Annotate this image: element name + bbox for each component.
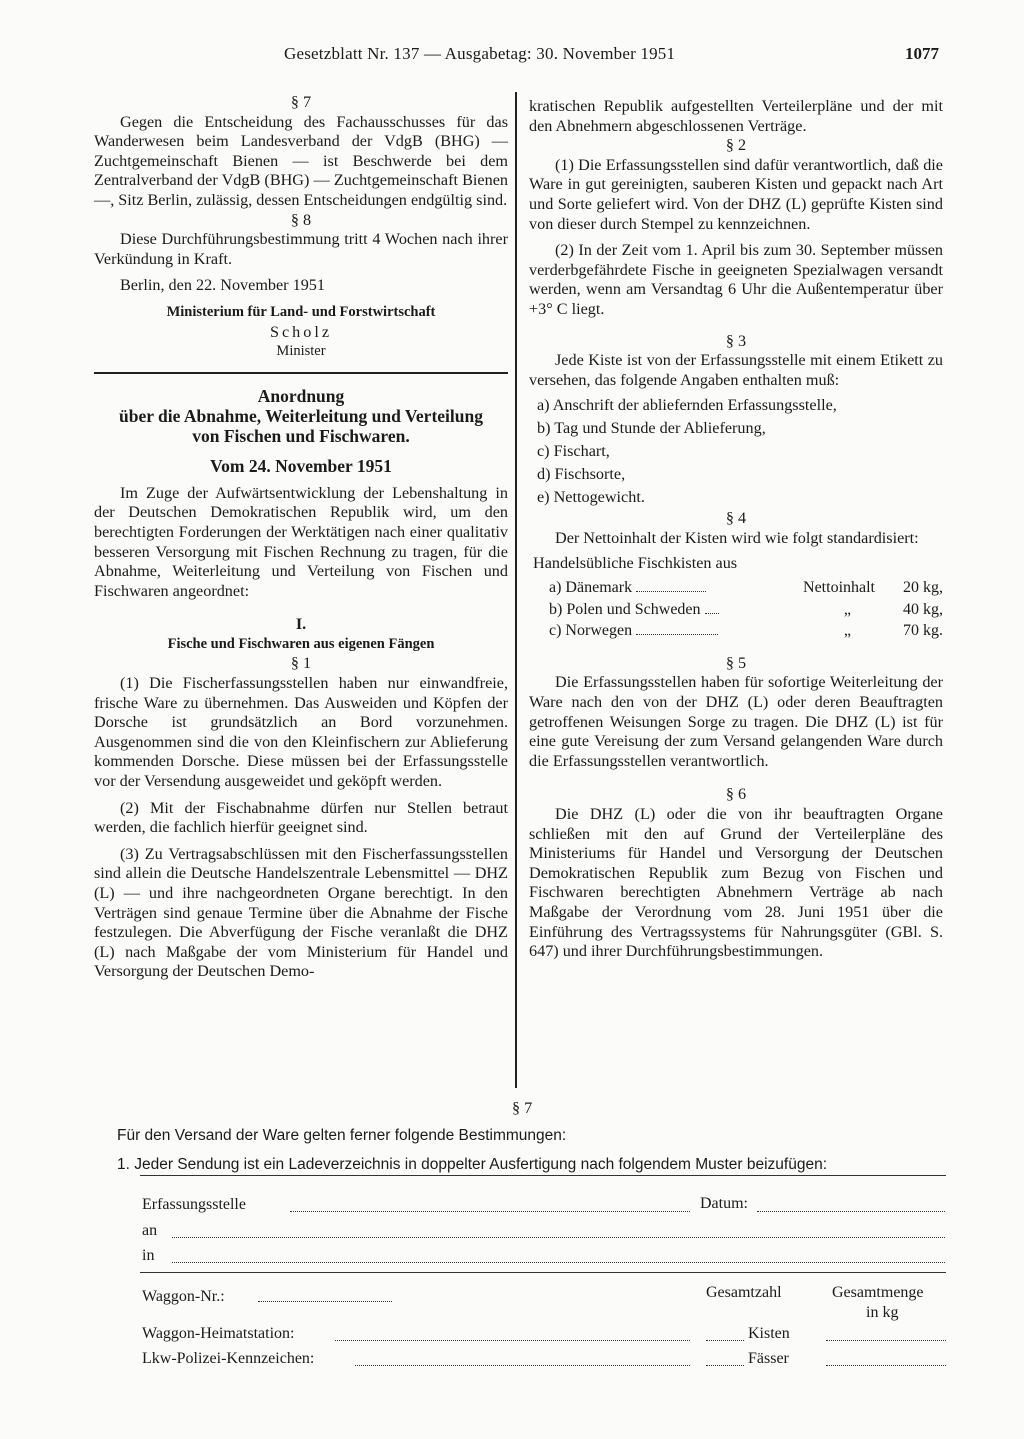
label-item: c) Fischart,: [537, 442, 610, 461]
preamble: Im Zuge der Aufwärtsentwicklung der Lebenshaltung in der Deutschen Demokratischen Republik wird, um den berechtigten Forderungen der Werktätigen nach einer qualitativ besseren Versorgung mit Fischen Rechnung zu tragen, für die Abnahme, Weiterleitung und Verteilung von Fischen und Fischwaren angeordnet:: [94, 483, 508, 600]
label-item: d) Fischsorte,: [537, 465, 626, 484]
page-number: 1077: [905, 44, 939, 63]
continued-text: kratischen Republik aufgestellten Verteilerpläne und der mit den Abnehmern abgeschlossenen Verträge.: [529, 97, 943, 135]
row-value: 40 kg,: [903, 600, 943, 618]
form-mid-rule: [140, 1272, 946, 1273]
title-line-2: über die Abnahme, Weiterleitung und Verteilung: [119, 405, 483, 426]
section-1-para-1: (1) Die Fischerfassungsstellen haben nur einwandfreie, frische Ware zu übernehmen. Das Ausweiden und Köpfen der Dorsche ist grundsätzlich an Bord vorzunehmen. Ausgenommen sind die von den Kleinfischern zur Ablieferung kommenden Dorsche. Diese müssen bei der Erfassungsstelle vor der Versendung ausgeweidet und geköpft werden.: [94, 674, 508, 791]
lkw-field[interactable]: [355, 1365, 690, 1366]
row-label: „: [843, 622, 851, 640]
gesamtzahl-header: Gesamtzahl: [706, 1284, 782, 1301]
an-field[interactable]: [172, 1237, 945, 1238]
in-field[interactable]: [172, 1262, 945, 1263]
heimatstation-label: Waggon-Heimatstation:: [142, 1325, 295, 1342]
section-4-heading: § 4: [725, 509, 747, 528]
erfassungsstelle-label: Erfassungsstelle: [142, 1196, 246, 1213]
kisten-label: Kisten: [748, 1325, 790, 1342]
section-5-text: Die Erfassungsstellen haben für sofortige Weiterleitung der Ware nach den von der DHZ (L) oder deren Beauftragten getroffenen Weisungen Sorge zu tragen. Die DHZ (L) ist für eine gute Vereisung der zum Versand gelangenden Ware durch die Erfassungsstellen verantwortlich.: [529, 673, 943, 770]
section-3-heading: § 3: [725, 331, 747, 350]
box-capacity-table: [529, 577, 943, 642]
bottom-item-1: 1. Jeder Sendung ist ein Ladeverzeichnis in doppelter Ausfertigung nach folgendem Muster beizufügen:: [117, 1156, 828, 1173]
faesser-count-field[interactable]: [706, 1365, 744, 1366]
waggon-nr-field[interactable]: [258, 1301, 392, 1302]
bottom-section-7-heading: § 7: [512, 1099, 533, 1117]
ministry: Ministerium für Land- und Forstwirtschaft: [166, 303, 436, 320]
datum-label: Datum:: [700, 1195, 748, 1212]
section-6-heading: § 6: [725, 785, 747, 804]
faesser-label: Fässer: [748, 1350, 789, 1367]
separator-rule: [94, 372, 508, 374]
label-item: b) Tag und Stunde der Ablieferung,: [537, 419, 766, 438]
datum-field[interactable]: [757, 1211, 945, 1212]
an-label: an: [142, 1222, 158, 1239]
place-date: Berlin, den 22. November 1951: [120, 276, 325, 295]
waggon-nr-label: Waggon-Nr.:: [142, 1288, 225, 1305]
heimatstation-field[interactable]: [335, 1340, 690, 1341]
part-title: Fische und Fischwaren aus eigenen Fängen: [167, 635, 435, 652]
signer-title: Minister: [276, 343, 326, 360]
in-kg-header: in kg: [866, 1304, 899, 1321]
label-item: e) Nettogewicht.: [537, 488, 645, 507]
right-column: [529, 97, 943, 962]
section-6-text: Die DHZ (L) oder die von ihr beauftragten Organe schließen mit den auf Grund der Verteilerpläne des Ministeriums für Handel und Versorgung der Deutschen Demokratischen Republik zum Bezug von Fischen und Fischwaren berechtigten Abnehmern Verträge ab nach Maßgabe der Verordnung vom 28. Juni 1951 über die Einführung des Vertragssystems für Nahrungsgüter (GBl. S. 647) und ihrer Durchführungsbestimmungen.: [529, 805, 943, 961]
section-1-heading: § 1: [290, 654, 312, 673]
section-4-text: Der Nettoinhalt der Kisten wird wie folgt standardisiert:: [555, 528, 919, 547]
label-item: a) Anschrift der abliefernden Erfassungsstelle,: [537, 396, 837, 415]
section-1-para-2: (2) Mit der Fischabnahme dürfen nur Stellen betraut werden, die fachlich hierfür geeignet sind.: [94, 798, 508, 837]
section-8-text: Diese Durchführungsbestimmung tritt 4 Wochen nach ihrer Verkündung in Kraft.: [94, 230, 508, 268]
title-line-1: Anordnung: [257, 385, 345, 406]
section-1-para-3: (3) Zu Vertragsabschlüssen mit den Fischerfassungsstellen sind allein die Deutsche Handelszentrale Lebensmittel — DHZ (L) — und ihre nachgeordneten Organe berechtigt. In den Verträgen sind genaue Termine über die Abnahme der Fische festzulegen. Die Abverfügung der Fische veranlaßt die DHZ (L) nach Maßgabe der vom Ministerium für Handel und Versorgung der Deutschen Demo-: [94, 844, 508, 981]
section-4-subhead: Handelsübliche Fischkisten aus: [533, 553, 738, 572]
row-label: „: [843, 600, 851, 618]
running-head: Gesetzblatt Nr. 137 — Ausgabetag: 30. November 1951: [284, 44, 676, 63]
section-3-text: Jede Kiste ist von der Erfassungsstelle mit einem Etikett zu versehen, das folgende Angaben enthalten muß:: [529, 351, 943, 389]
kisten-weight-field[interactable]: [826, 1340, 946, 1341]
table-row: [529, 599, 943, 621]
origin: a) Dänemark: [549, 579, 633, 597]
erfassungsstelle-field[interactable]: [290, 1211, 690, 1212]
decree-date: Vom 24. November 1951: [210, 455, 392, 476]
row-label: Nettoinhalt: [803, 579, 875, 597]
origin: b) Polen und Schweden: [549, 600, 701, 618]
bottom-intro: Für den Versand der Ware gelten ferner folgende Bestimmungen:: [117, 1127, 567, 1144]
section-2-para-2: (2) In der Zeit vom 1. April bis zum 30. September müssen verderbgefährdete Fische in geeigneten Spezialwagen versandt werden, wenn am Versandtag 6 Uhr die Außentemperatur über +3° C liegt.: [529, 241, 943, 318]
column-divider: [515, 92, 517, 1088]
section-2-heading: § 2: [725, 136, 747, 155]
in-label: in: [142, 1247, 155, 1264]
origin: c) Norwegen: [549, 622, 633, 640]
section-7-heading: § 7: [290, 93, 312, 111]
section-2-para-1: (1) Die Erfassungsstellen sind dafür verantwortlich, daß die Ware in gut gereinigten, sauberen Kisten und gepackt nach Art und Sorte geliefert wird. Von der DHZ (L) geprüfte Kisten sind von dieser durch Stempel zu kennzeichnen.: [529, 155, 943, 233]
table-row: [529, 577, 943, 599]
row-value: 70 kg.: [903, 622, 943, 640]
part-number: I.: [295, 615, 307, 634]
gesamtmenge-header: Gesamtmenge: [832, 1284, 924, 1301]
kisten-count-field[interactable]: [706, 1340, 744, 1341]
section-8-heading: § 8: [290, 210, 312, 229]
lkw-label: Lkw-Polizei-Kennzeichen:: [142, 1350, 315, 1367]
section-7-text: Gegen die Entscheidung des Fachausschusses für das Wanderwesen beim Landesverband der VdgB (BHG) — Zuchtgemeinschaft Bienen — ist Beschwerde bei dem Zentralverband der VdgB (BHG) — Zuchtgemeinschaft Bienen —, Sitz Berlin, zulässig, dessen Entscheidungen endgültig sind.: [94, 112, 508, 209]
table-row: [529, 620, 943, 642]
left-column: [94, 93, 508, 982]
faesser-weight-field[interactable]: [826, 1365, 946, 1366]
section-5-heading: § 5: [725, 653, 747, 672]
row-value: 20 kg,: [903, 579, 943, 597]
signer: Scholz: [269, 322, 333, 341]
form-top-rule: [140, 1175, 946, 1176]
title-line-3: von Fischen und Fischwaren.: [192, 425, 410, 446]
